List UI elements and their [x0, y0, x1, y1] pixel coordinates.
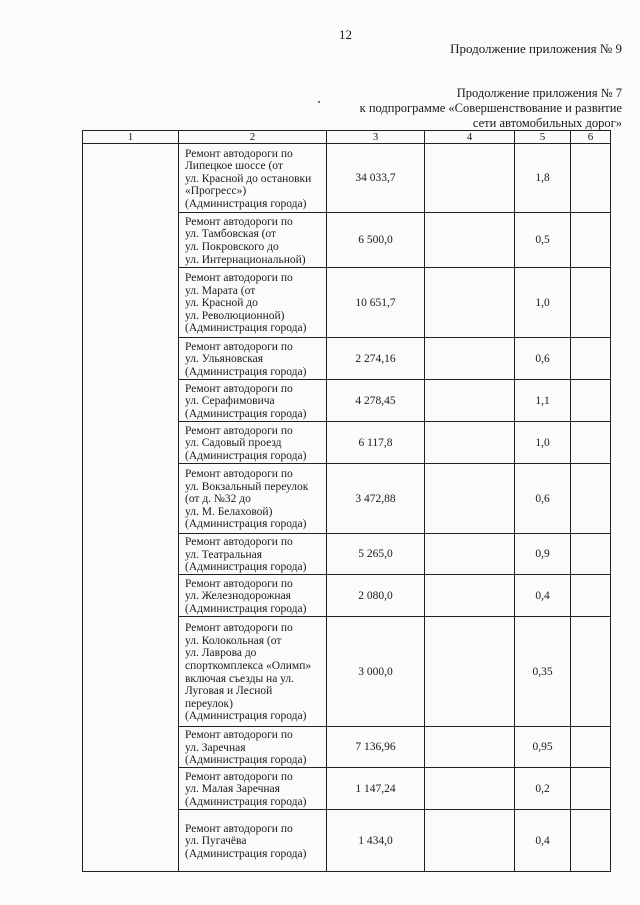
road-name-cell	[179, 768, 327, 810]
road-name-line: (Администрация города)	[185, 795, 307, 808]
road-name-line: ул. Покровского до	[185, 241, 279, 253]
road-name-cell	[179, 464, 327, 534]
length-cell: 1,0	[515, 422, 571, 464]
amount-cell: 34 033,7	[327, 144, 425, 213]
length-cell: 0,6	[515, 338, 571, 380]
amount-cell: 10 651,7	[327, 268, 425, 338]
column-4-cell	[425, 268, 515, 338]
road-name-line: Ремонт автодороги по	[185, 729, 293, 742]
amount-cell: 6 500,0	[327, 213, 425, 268]
appendix-7-line: сети автомобильных дорог»	[472, 116, 622, 130]
column-header: 5	[515, 131, 571, 144]
appendix-7-caption	[360, 86, 622, 131]
road-name-cell	[179, 144, 327, 213]
road-name-line: Липецкое шоссе (от	[185, 160, 283, 173]
road-name-cell	[179, 213, 327, 268]
length-cell: 1,8	[515, 144, 571, 213]
column-6-cell	[571, 617, 611, 727]
road-name-line: Ремонт автодороги по	[185, 770, 293, 783]
road-name-cell	[179, 575, 327, 617]
column-number-row	[83, 131, 611, 144]
column-6-cell	[571, 727, 611, 768]
amount-cell: 1 147,24	[327, 768, 425, 810]
length-cell: 0,9	[515, 534, 571, 575]
table-row	[83, 144, 611, 213]
road-name-line: (Администрация города)	[185, 602, 307, 615]
road-name-line: ул. Малая Заречная	[185, 783, 280, 796]
column-6-cell	[571, 422, 611, 464]
amount-cell: 2 274,16	[327, 338, 425, 380]
column-4-cell	[425, 144, 515, 213]
road-name-line: Ремонт автодороги по	[185, 468, 293, 481]
road-name-line: ул. Красной до остановки	[185, 172, 312, 185]
road-name-line: (Администрация города)	[185, 754, 307, 767]
length-cell: 0,4	[515, 575, 571, 617]
column-4-cell	[425, 768, 515, 810]
amount-cell: 5 265,0	[327, 534, 425, 575]
amount-cell: 7 136,96	[327, 727, 425, 768]
road-name-line: ул. Ульяновская	[185, 353, 264, 366]
length-cell: 1,0	[515, 268, 571, 338]
length-cell: 0,35	[515, 617, 571, 727]
road-name-cell	[179, 380, 327, 422]
column-header: 6	[571, 131, 611, 144]
road-name-line: Луговая и Лесной	[185, 685, 273, 698]
column-6-cell	[571, 575, 611, 617]
column-6-cell	[571, 810, 611, 872]
road-name-line: (Администрация города)	[185, 710, 307, 723]
column-4-cell	[425, 338, 515, 380]
road-name-line: ул. М. Белаховой)	[185, 505, 273, 518]
column-6-cell	[571, 338, 611, 380]
road-name-line: Ремонт автодороги по	[185, 536, 293, 549]
column-1-cell	[83, 144, 179, 872]
column-4-cell	[425, 534, 515, 575]
road-name-line: (Администрация города)	[185, 197, 307, 210]
road-name-line: (Администрация города)	[185, 407, 307, 420]
road-name-line: ул. Пугачёва	[185, 835, 247, 848]
column-4-cell	[425, 575, 515, 617]
appendix-9-caption: Продолжение приложения № 9	[450, 41, 622, 56]
column-header: 3	[327, 131, 425, 144]
column-6-cell	[571, 268, 611, 338]
road-name-line: ул. Красной до	[185, 297, 258, 310]
amount-cell: 4 278,45	[327, 380, 425, 422]
column-header: 4	[425, 131, 515, 144]
road-name-line: (Администрация города)	[185, 518, 307, 531]
length-cell: 0,2	[515, 768, 571, 810]
road-name-cell	[179, 534, 327, 575]
road-name-cell	[179, 338, 327, 380]
road-name-cell	[179, 727, 327, 768]
road-name-line: ул. Тамбовская (от	[185, 228, 277, 241]
amount-cell: 3 000,0	[327, 617, 425, 727]
column-4-cell	[425, 213, 515, 268]
road-name-line: включая съезды на ул.	[185, 672, 295, 685]
road-name-line: Ремонт автодороги по	[185, 577, 293, 590]
road-name-line: Ремонт автодороги по	[185, 215, 293, 228]
road-name-cell	[179, 422, 327, 464]
length-cell: 1,1	[515, 380, 571, 422]
road-name-line: (от д. №32 до	[185, 493, 251, 506]
length-cell: 0,5	[515, 213, 571, 268]
road-name-line: ул. Театральная	[185, 548, 263, 561]
road-name-line: ул. Лаврова до	[185, 647, 257, 660]
appendix-7-line: к подпрограмме «Совершенствование и развитие	[359, 101, 622, 115]
column-6-cell	[571, 768, 611, 810]
column-4-cell	[425, 422, 515, 464]
road-name-cell	[179, 810, 327, 872]
length-cell: 0,4	[515, 810, 571, 872]
road-name-line: ул. Садовый проезд	[185, 437, 282, 450]
scan-dot	[318, 101, 320, 103]
appendix-7-line: Продолжение приложения № 7	[456, 86, 622, 100]
column-6-cell	[571, 380, 611, 422]
length-cell: 0,6	[515, 464, 571, 534]
road-name-line: Ремонт автодороги по	[185, 340, 293, 353]
column-6-cell	[571, 534, 611, 575]
road-name-cell	[179, 617, 327, 727]
road-name-line: (Администрация города)	[185, 365, 307, 378]
column-4-cell	[425, 464, 515, 534]
amount-cell: 1 434,0	[327, 810, 425, 872]
road-name-line: спорткомплекса «Олимп»	[185, 659, 312, 672]
column-6-cell	[571, 213, 611, 268]
road-name-line: ул. Железнодорожная	[185, 590, 291, 603]
road-name-line: Ремонт автодороги по	[185, 822, 293, 835]
column-6-cell	[571, 464, 611, 534]
column-header: 1	[83, 131, 179, 144]
road-name-line: Ремонт автодороги по	[185, 147, 293, 160]
road-name-line: Ремонт автодороги по	[185, 424, 293, 437]
column-4-cell	[425, 810, 515, 872]
column-header: 2	[179, 131, 327, 144]
amount-cell: 2 080,0	[327, 575, 425, 617]
column-4-cell	[425, 727, 515, 768]
road-name-line: Ремонт автодороги по	[185, 622, 293, 635]
amount-cell: 3 472,88	[327, 464, 425, 534]
road-name-line: (Администрация города)	[185, 449, 307, 462]
road-name-line: переулок)	[185, 697, 233, 710]
column-6-cell	[571, 144, 611, 213]
road-name-line: Ремонт автодороги по	[185, 382, 293, 395]
road-name-line: ул. Серафимовича	[185, 395, 275, 408]
road-name-line: (Администрация города)	[185, 561, 307, 574]
road-name-line: ул. Колокольная (от	[185, 634, 282, 647]
road-name-line: Ремонт автодороги по	[185, 272, 293, 285]
road-name-line: «Прогресс»)	[185, 185, 247, 198]
road-name-line: (Администрация города)	[185, 847, 307, 860]
road-name-line: ул. Заречная	[185, 741, 246, 754]
road-name-line: ул. Интернациональной)	[185, 253, 306, 266]
road-name-line: ул. Марата (от	[185, 284, 256, 297]
road-name-line: ул. Вокзальный переулок	[185, 480, 309, 493]
column-4-cell	[425, 380, 515, 422]
column-4-cell	[425, 617, 515, 727]
road-name-line: (Администрация города)	[185, 322, 307, 335]
length-cell: 0,95	[515, 727, 571, 768]
amount-cell: 6 117,8	[327, 422, 425, 464]
page-number: 12	[339, 27, 352, 42]
road-name-line: ул. Революционной)	[185, 309, 285, 322]
roads-table	[82, 130, 611, 872]
road-name-cell	[179, 268, 327, 338]
